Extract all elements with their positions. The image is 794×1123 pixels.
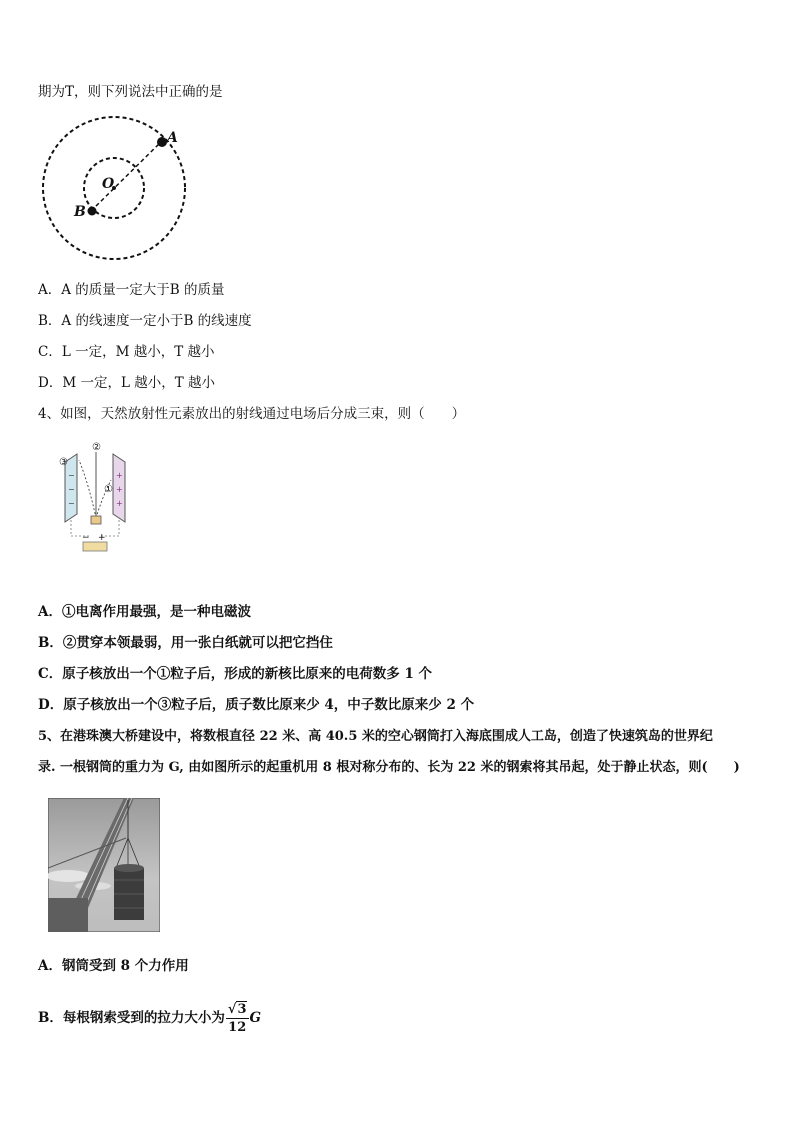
label-a: A xyxy=(167,130,178,146)
fraction-numerator: 3 xyxy=(237,1002,247,1017)
ray-3-path xyxy=(79,460,96,518)
radiation-source xyxy=(91,516,101,524)
svg-text:−: − xyxy=(68,471,75,480)
radiation-field-figure xyxy=(55,440,145,555)
q5-option-a: A．钢筒受到 8 个力作用 xyxy=(38,958,189,974)
svg-text:−: − xyxy=(68,485,75,494)
svg-text:−: − xyxy=(68,499,75,508)
q3-option-b: B．A 的线速度一定小于B 的线速度 xyxy=(38,313,252,329)
q4-option-a: A．①电离作用最强，是一种电磁波 xyxy=(38,604,251,620)
q5-option-b xyxy=(38,1000,261,1036)
q4-option-d: D．原子核放出一个③粒子后，质子数比原来少 4，中子数比原来少 2 个 xyxy=(38,697,475,713)
fraction-denominator: 12 xyxy=(228,1020,247,1035)
label-b: B xyxy=(74,204,86,220)
q4-stem: 4、如图，天然放射性元素放出的射线通过电场后分成三束，则（ ） xyxy=(38,406,466,422)
label-ray-3: ③ xyxy=(59,457,68,468)
q3-option-a: A．A 的质量一定大于B 的质量 xyxy=(38,282,225,298)
q3-stem-tail: 期为T，则下列说法中正确的是 xyxy=(38,84,223,100)
q5-stem-line-1: 5、在港珠澳大桥建设中，将数根直径 22 米、高 40.5 米的空心钢筒打入海底围成人工岛，创造了快速筑岛的世界纪 xyxy=(38,729,713,744)
q4-option-c: C．原子核放出一个①粒子后，形成的新核比原来的电荷数多 1 个 xyxy=(38,666,433,682)
label-ray-1: ① xyxy=(104,484,113,495)
star-a-dot xyxy=(157,137,167,147)
q4-option-b: B．②贯穿本领最弱，用一张白纸就可以把它挡住 xyxy=(38,635,333,651)
svg-text:+: + xyxy=(116,485,123,494)
star-b-dot xyxy=(88,207,97,216)
binary-orbit-figure xyxy=(38,112,190,264)
q5-option-b-variable: G xyxy=(249,1010,262,1026)
label-minus: − xyxy=(82,533,90,543)
sqrt3-over-12-fraction: $\frac{√3}{12}$ xyxy=(227,1002,247,1035)
q5-stem-line-2: 录. 一根钢筒的重力为 G, 由如图所示的起重机用 8 根对称分布的、长为 22 米的钢索将其吊起，处于静止状态，则( ) xyxy=(38,760,740,775)
crane-photo-figure xyxy=(48,798,160,932)
q3-option-d: D．M 一定，L 越小，T 越小 xyxy=(38,375,215,391)
q3-option-c: C．L 一定，M 越小，T 越小 xyxy=(38,344,215,360)
svg-text:+: + xyxy=(116,499,123,508)
label-ray-2: ② xyxy=(92,442,101,453)
battery xyxy=(83,542,107,551)
label-plus: + xyxy=(98,533,106,543)
q5-option-b-prefix: B．每根钢索受到的拉力大小为 xyxy=(38,1010,225,1026)
label-o: O xyxy=(102,176,115,192)
svg-text:+: + xyxy=(116,471,123,480)
